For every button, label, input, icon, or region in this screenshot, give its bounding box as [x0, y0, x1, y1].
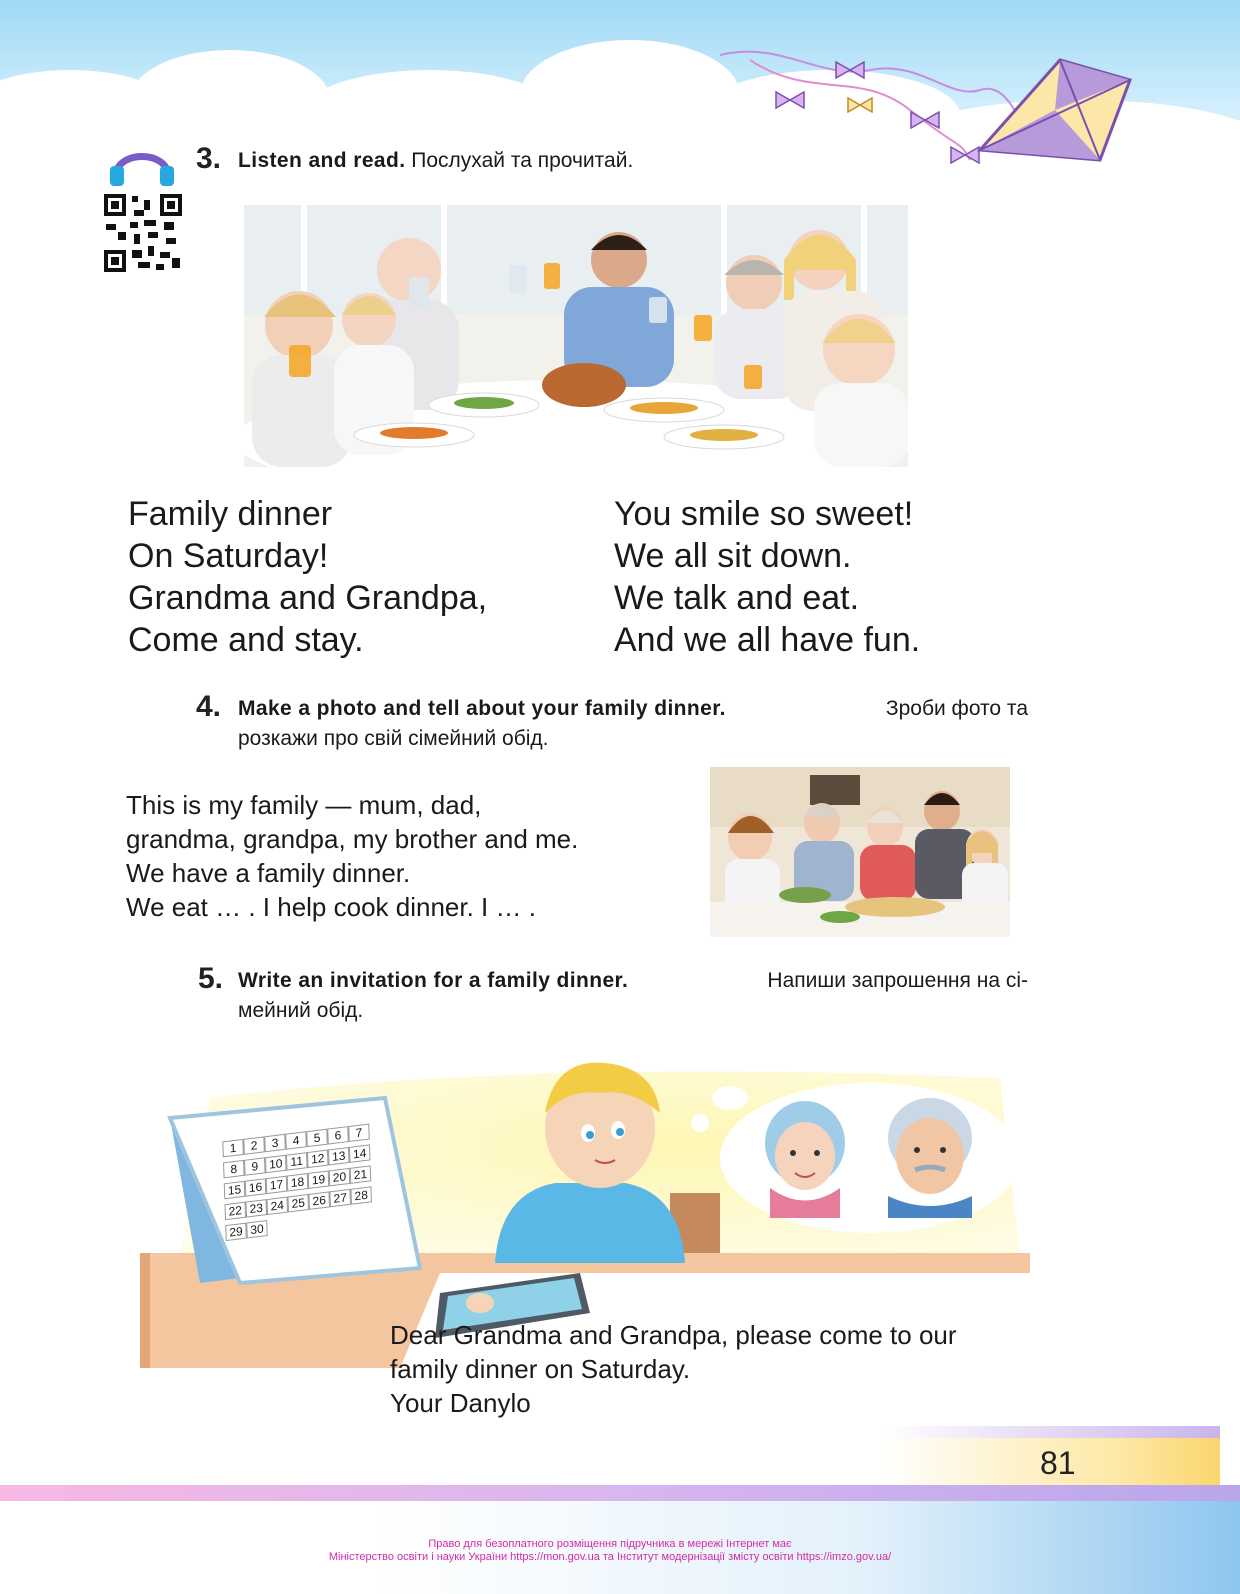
letter-line: family dinner on Saturday. — [390, 1354, 691, 1384]
calendar-day: 11 — [286, 1152, 308, 1171]
calendar-day: 30 — [246, 1220, 268, 1239]
family-table-photo — [710, 767, 1010, 937]
exercise-3-instruction — [238, 146, 633, 176]
bow-icon — [848, 98, 872, 112]
poem-line: We all sit down. — [614, 537, 852, 575]
calendar-day: 10 — [265, 1155, 287, 1174]
calendar-day: 14 — [349, 1144, 371, 1163]
calendar-day: 16 — [245, 1178, 267, 1197]
bottom-stripe — [0, 1485, 1240, 1501]
calendar-day: 15 — [224, 1181, 246, 1200]
poem-line: You smile so sweet! — [614, 495, 914, 533]
calendar-day: 4 — [285, 1131, 307, 1150]
exercise-3-instruction-uk: Послухай та прочитай. — [411, 149, 634, 172]
exercise-4-instruction-uk-1: Зроби фото та — [885, 697, 1028, 720]
bow-icon — [776, 62, 979, 163]
exercise-5-instruction-uk-2: мейний обід. — [238, 999, 364, 1022]
calendar-day: 7 — [348, 1123, 370, 1142]
poem-line: On Saturday! — [128, 537, 329, 575]
exercise-5-instruction-uk-1: Напиши запрошення на сі- — [767, 969, 1028, 992]
exercise-3-number: 3. — [196, 142, 222, 175]
text-line: We have a family dinner. — [126, 858, 411, 888]
footer-line-1: Право для безоплатного розміщення підручника в мережі Інтернет має — [428, 1538, 792, 1550]
page-number: 81 — [1040, 1445, 1076, 1481]
exercise-5-instruction — [238, 966, 1028, 1026]
text-line: grandma, grandpa, my brother and me. — [126, 824, 579, 854]
calendar-day: 5 — [306, 1129, 328, 1148]
family-dinner-photo — [244, 205, 908, 467]
calendar-day: 17 — [266, 1176, 288, 1195]
qr-code-icon[interactable] — [104, 194, 182, 272]
poem-line: And we all have fun. — [614, 621, 921, 659]
exercise-4-instruction-en: Make a photo and tell about your family dinner. — [238, 697, 726, 720]
calendar-day: 19 — [308, 1170, 330, 1189]
calendar-day: 8 — [223, 1160, 245, 1179]
calendar-day: 9 — [244, 1157, 266, 1176]
calendar-day: 13 — [328, 1147, 350, 1166]
calendar-day: 12 — [307, 1150, 329, 1169]
calendar-day: 28 — [350, 1186, 372, 1205]
footer-line-2: Міністерство освіти і науки України https://mon.gov.ua та Інститут модернізації змісту освіти https://imzo.gov.ua/ — [328, 1551, 892, 1563]
kite-icon — [980, 60, 1130, 160]
calendar-day: 27 — [329, 1189, 351, 1208]
calendar-day: 3 — [264, 1134, 286, 1153]
letter-line: Your Danylo — [390, 1388, 531, 1418]
poem-left-column — [128, 493, 487, 661]
exercise-4-text — [126, 788, 578, 924]
calendar-day: 26 — [308, 1191, 330, 1210]
exercise-5-number: 5. — [198, 962, 224, 995]
headphones-icon[interactable] — [106, 140, 178, 186]
calendar-day: 25 — [287, 1194, 309, 1213]
exercise-4-instruction — [238, 694, 1028, 754]
exercise-3-instruction-en: Listen and read. — [238, 149, 406, 172]
exercise-4-number: 4. — [196, 690, 222, 723]
calendar-day: 20 — [329, 1168, 351, 1187]
calendar-day: 24 — [266, 1197, 288, 1216]
footer-copyright — [200, 1538, 1020, 1564]
calendar-day: 6 — [327, 1126, 349, 1145]
exercise-4-instruction-uk-2: розкажи про свій сімейний обід. — [238, 727, 549, 750]
page-number-bar — [880, 1426, 1220, 1438]
poem-line: Family dinner — [128, 495, 333, 533]
poem-line: We talk and eat. — [614, 579, 860, 617]
poem-line: Grandma and Grandpa, — [128, 579, 488, 617]
calendar-day: 22 — [224, 1202, 246, 1221]
calendar-day: 21 — [350, 1165, 372, 1184]
invitation-letter — [390, 1318, 957, 1420]
calendar-day: 29 — [225, 1223, 247, 1242]
kite-illustration — [720, 40, 1150, 180]
poem-line: Come and stay. — [128, 621, 364, 659]
calendar-day: 23 — [245, 1199, 267, 1218]
calendar-grid — [222, 1123, 377, 1241]
poem-right-column — [614, 493, 920, 661]
calendar-day: 2 — [243, 1136, 265, 1155]
text-line: We eat … . I help cook dinner. I … . — [126, 892, 536, 922]
letter-line: Dear Grandma and Grandpa, please come to our — [390, 1320, 957, 1350]
exercise-5-instruction-en: Write an invitation for a family dinner. — [238, 969, 629, 992]
calendar-day: 18 — [287, 1173, 309, 1192]
calendar-day: 1 — [222, 1139, 244, 1158]
text-line: This is my family — mum, dad, — [126, 790, 482, 820]
